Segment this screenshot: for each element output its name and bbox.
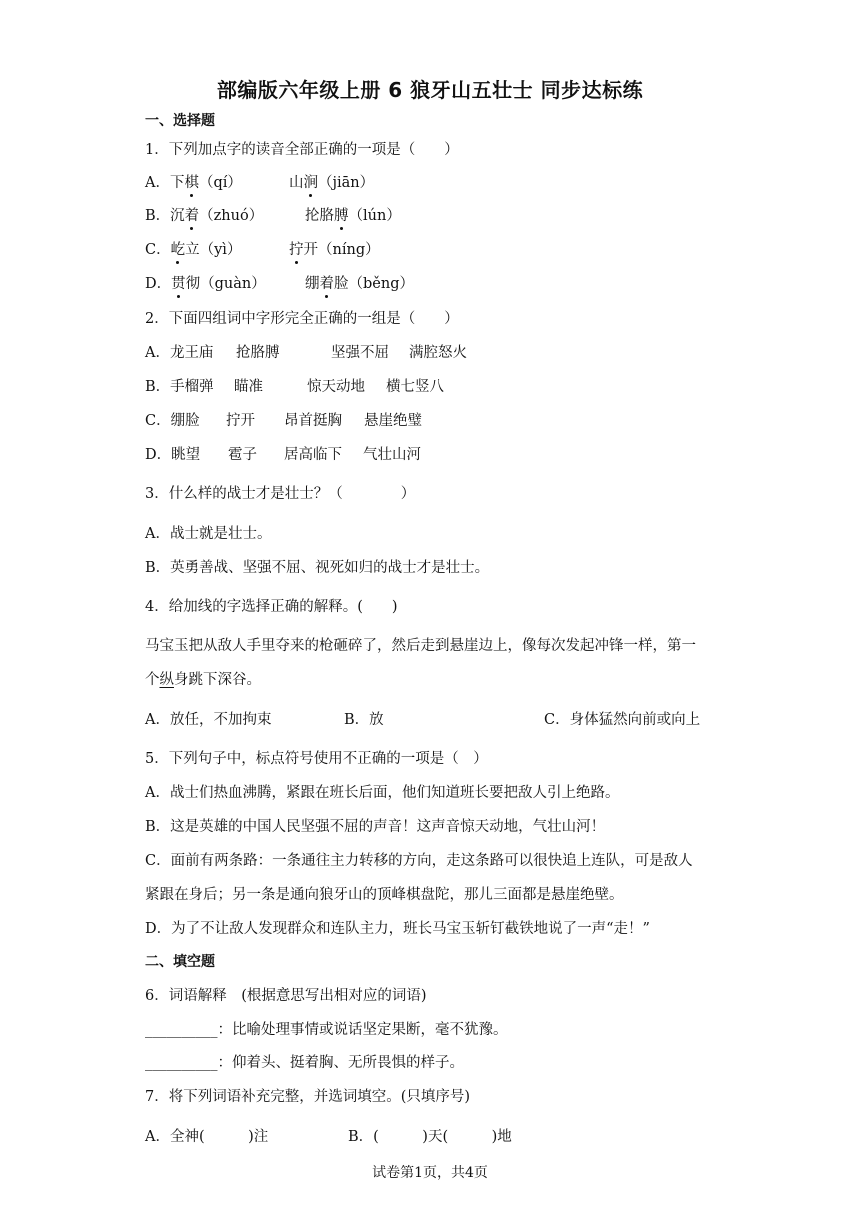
question-5-option-c-line-2: 紧跟在身后；另一条是通向狼牙山的顶峰棋盘陀，那儿三面都是悬崖绝壁。 (145, 887, 624, 903)
page-title: 部编版六年级上册 6 狼牙山五壮士 同步达标练 (216, 78, 644, 102)
question-7-option-a: A．全神( )注 (145, 1129, 269, 1145)
question-6-blank-2: __________：仰着头、挺着胸、无所畏惧的样子。 (145, 1055, 464, 1071)
page-footer: 试卷第1页，共4页 (372, 1165, 488, 1181)
question-3-stem: 3．什么样的战士才是壮士？（ ） (145, 486, 416, 502)
question-3-option-a: A．战士就是壮士。 (145, 526, 272, 542)
exam-page: 部编版六年级上册 6 狼牙山五壮士 同步达标练 一、选择题 1．下列加点字的读音全部正确的一项是（ ） A．下棋（qí） 山涧（jiān） B．沉着（zhuó） 抡胳膊（lún） C．屹立（yì） 拧开（níng） D．贯彻（guàn） 绷着脸（běng） 2．下面四组词中字形完全正确的一组是（ ） A．龙王庙 抢胳膊 坚强不屈 满腔怒火 B．手榴弹 瞄准 惊天动地 横七竖八 C．绷脸 拧开 昂首挺胸 悬崖绝璧 D．眺望 雹子 居高临下 气壮山河 3．什么样的战士才是壮士？（ ） A．战士就是壮士。 B．英勇善战、坚强不屈、视死如归的战士才是壮士。 4．给加线的字选择正确的解释。( ) 马宝玉把从敌人手里夺来的枪砸碎了，然后走到悬崖边上，像每次发起冲锋一样，第一 个纵身跳下深谷。 A．放任，不加拘束 B．放 C．身体猛然向前或向上 5．下列句子中，标点符号使用不正确的一项是（ ） A．战士们热血沸腾，紧跟在班长后面，他们知道班长要把敌人引上绝路。 B．这是英雄的中国人民坚强不屈的声音！这声音惊天动地，气壮山河！ C．面前有两条路：一条通往主力转移的方向，走这条路可以很快追上连队，可是敌人 紧跟在身后；另一条是通向狼牙山的顶峰棋盘陀，那儿三面都是悬崖绝壁。 D．为了不让敌人发现群众和连队主力，班长马宝玉斩钉截铁地说了一声“走！” 二、填空题 6．词语解释 (根据意思写出相对应的词语) __________：比喻处理事情或说话坚定果断，毫不犹豫。 __________：仰着头、挺着胸、无所畏惧的样子。 7．将下列词语补充完整，并选词填空。(只填序号) A．全神( )注 B．( )天( )地 试卷第1页，共4页 (0, 0, 860, 1216)
question-1-option-d-second: 绷着脸（běng） (305, 276, 414, 292)
question-1-option-d: D．贯彻（guàn） (145, 276, 266, 292)
question-7-option-b: B．( )天( )地 (348, 1129, 512, 1145)
question-6-blank-1: __________：比喻处理事情或说话坚定果断，毫不犹豫。 (145, 1022, 508, 1038)
question-1-option-c-second: 拧开（níng） (289, 242, 380, 258)
question-5-option-a: A．战士们热血沸腾，紧跟在班长后面，他们知道班长要把敌人引上绝路。 (145, 785, 620, 801)
section-heading-fill: 二、填空题 (145, 954, 215, 970)
underlined-character: 纵 (159, 672, 174, 688)
question-5-stem: 5．下列句子中，标点符号使用不正确的一项是（ ） (145, 751, 488, 767)
question-4-passage-line-1: 马宝玉把从敌人手里夺来的枪砸碎了，然后走到悬崖边上，像每次发起冲锋一样，第一 (145, 638, 696, 654)
question-5-option-d: D．为了不让敌人发现群众和连队主力，班长马宝玉斩钉截铁地说了一声“走！” (145, 921, 650, 937)
question-1-option-a-second: 山涧（jiān） (289, 175, 375, 191)
question-1-option-c: C．屹立（yì） (145, 242, 242, 258)
question-4-stem: 4．给加线的字选择正确的解释。( ) (145, 599, 398, 615)
question-1-option-b: B．沉着（zhuó） (145, 208, 264, 224)
question-4-option-c: C．身体猛然向前或向上 (544, 712, 701, 728)
section-heading-choice: 一、选择题 (145, 113, 215, 129)
question-5-option-b: B．这是英雄的中国人民坚强不屈的声音！这声音惊天动地，气壮山河！ (145, 819, 606, 835)
question-1-stem: 1．下列加点字的读音全部正确的一项是（ ） (145, 142, 459, 158)
question-1-option-b-second: 抡胳膊（lún） (305, 208, 401, 224)
question-5-option-c-line-1: C．面前有两条路：一条通往主力转移的方向，走这条路可以很快追上连队，可是敌人 (145, 853, 693, 869)
question-4-option-b: B．放 (344, 712, 384, 728)
question-2-stem: 2．下面四组词中字形完全正确的一组是（ ） (145, 311, 459, 327)
question-6-stem: 6．词语解释 (根据意思写出相对应的词语) (145, 988, 427, 1004)
question-1-option-a: A．下棋（qí） (145, 175, 242, 191)
question-3-option-b: B．英勇善战、坚强不屈、视死如归的战士才是壮士。 (145, 560, 490, 576)
question-4-passage-line-2: 个纵身跳下深谷。 (145, 672, 261, 688)
question-4-option-a: A．放任，不加拘束 (145, 712, 272, 728)
question-7-stem: 7．将下列词语补充完整，并选词填空。(只填序号) (145, 1089, 471, 1105)
